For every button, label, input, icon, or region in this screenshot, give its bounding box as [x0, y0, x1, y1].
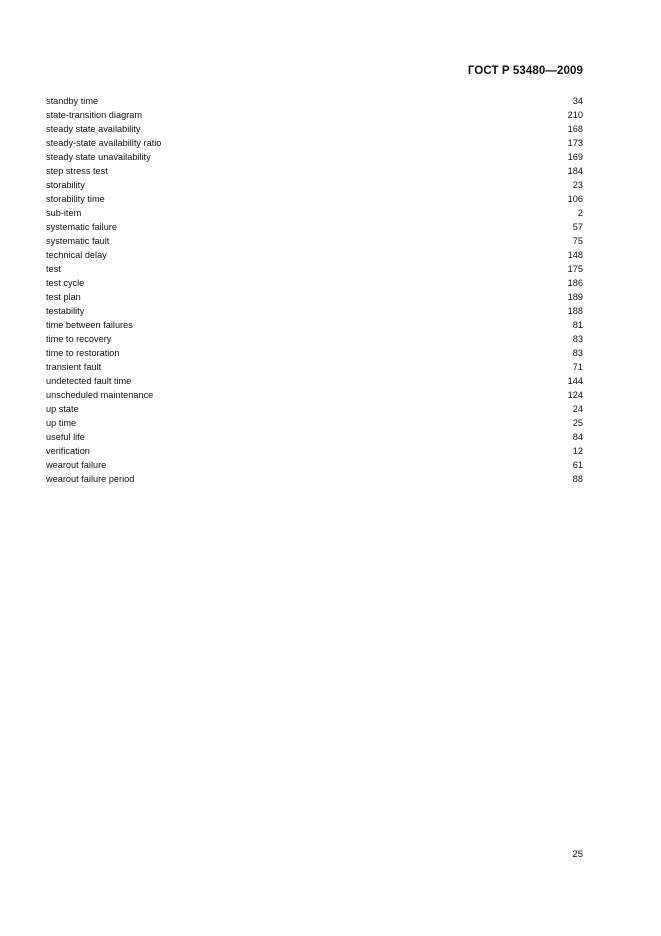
index-number: 57 — [572, 222, 583, 232]
index-term: wearout failure period — [46, 474, 135, 484]
term-index-list — [46, 94, 583, 486]
index-term: test — [46, 264, 61, 274]
index-term: undetected fault time — [46, 376, 132, 386]
index-number: 25 — [572, 418, 583, 428]
index-number: 2 — [577, 208, 583, 218]
index-row — [46, 318, 583, 332]
index-row — [46, 304, 583, 318]
index-term: systematic fault — [46, 236, 110, 246]
index-number: 144 — [567, 376, 583, 386]
index-row — [46, 192, 583, 206]
index-number: 23 — [572, 180, 583, 190]
index-row — [46, 276, 583, 290]
index-term: test cycle — [46, 278, 85, 288]
index-number: 81 — [572, 320, 583, 330]
index-number: 88 — [572, 474, 583, 484]
index-row — [46, 290, 583, 304]
index-term: standby time — [46, 96, 99, 106]
index-row — [46, 122, 583, 136]
index-term: wearout failure — [46, 460, 107, 470]
index-number: 24 — [572, 404, 583, 414]
index-row — [46, 458, 583, 472]
index-number: 12 — [572, 446, 583, 456]
index-term: time to recovery — [46, 334, 112, 344]
index-number: 84 — [572, 432, 583, 442]
standard-code-header: ГОСТ Р 53480—2009 — [467, 65, 583, 77]
index-term: steady state availability — [46, 124, 141, 134]
index-number: 75 — [572, 236, 583, 246]
index-term: step stress test — [46, 166, 108, 176]
index-number: 173 — [567, 138, 583, 148]
index-number: 34 — [572, 96, 583, 106]
index-number: 186 — [567, 278, 583, 288]
index-row — [46, 150, 583, 164]
index-row — [46, 220, 583, 234]
index-row — [46, 262, 583, 276]
index-term: transient fault — [46, 362, 102, 372]
index-number: 188 — [567, 306, 583, 316]
index-number: 184 — [567, 166, 583, 176]
index-row — [46, 346, 583, 360]
index-number: 168 — [567, 124, 583, 134]
index-number: 210 — [567, 110, 583, 120]
index-term: up state — [46, 404, 79, 414]
index-row — [46, 164, 583, 178]
index-term: up time — [46, 418, 77, 428]
index-row — [46, 402, 583, 416]
index-term: testability — [46, 306, 85, 316]
index-number: 175 — [567, 264, 583, 274]
index-term: time to restoration — [46, 348, 120, 358]
index-term: sub-item — [46, 208, 82, 218]
index-number: 83 — [572, 348, 583, 358]
index-term: systematic failure — [46, 222, 117, 232]
index-term: storability — [46, 180, 85, 190]
index-row — [46, 472, 583, 486]
index-row — [46, 360, 583, 374]
index-number: 169 — [567, 152, 583, 162]
index-term: state-transition diagram — [46, 110, 143, 120]
index-number: 61 — [572, 460, 583, 470]
index-term: storability time — [46, 194, 105, 204]
index-term: technical delay — [46, 250, 107, 260]
page-number: 25 — [572, 849, 583, 860]
index-term: verification — [46, 446, 90, 456]
index-row — [46, 206, 583, 220]
index-row — [46, 234, 583, 248]
index-number: 189 — [567, 292, 583, 302]
index-number: 124 — [567, 390, 583, 400]
index-row — [46, 94, 583, 108]
index-term: steady state unavailability — [46, 152, 151, 162]
index-number: 83 — [572, 334, 583, 344]
index-row — [46, 388, 583, 402]
index-number: 71 — [572, 362, 583, 372]
index-term: time between failures — [46, 320, 133, 330]
index-row — [46, 248, 583, 262]
index-number: 106 — [567, 194, 583, 204]
index-row — [46, 332, 583, 346]
index-term: steady-state availability ratio — [46, 138, 162, 148]
index-row — [46, 108, 583, 122]
index-term: test plan — [46, 292, 81, 302]
index-row — [46, 430, 583, 444]
index-row — [46, 178, 583, 192]
index-row — [46, 374, 583, 388]
index-number: 148 — [567, 250, 583, 260]
index-row — [46, 444, 583, 458]
index-term: unscheduled maintenance — [46, 390, 154, 400]
index-term: useful life — [46, 432, 85, 442]
index-row — [46, 416, 583, 430]
index-row — [46, 136, 583, 150]
